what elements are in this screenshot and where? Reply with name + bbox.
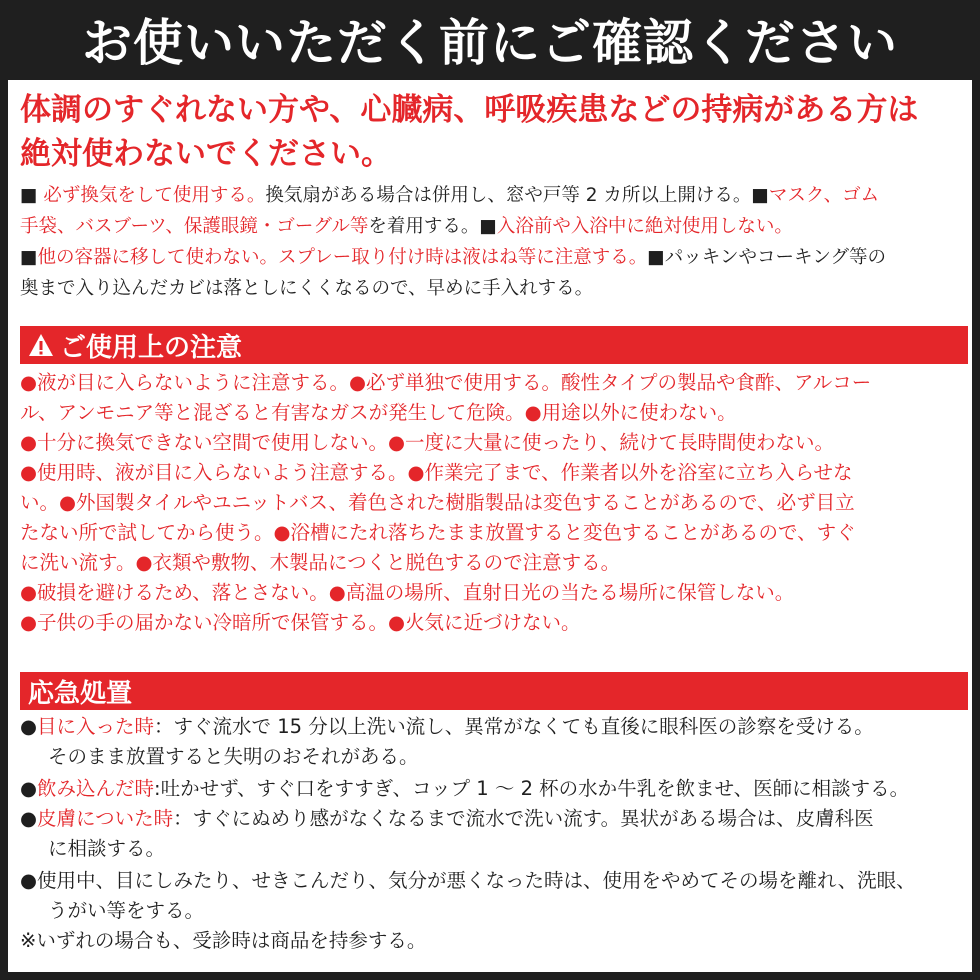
precaution-bath: 入浴前や入浴中に絶対使用しない。 bbox=[496, 216, 793, 237]
precaution-gear-end: 手袋、バスブーツ、保護眼鏡・ゴーグル等 bbox=[20, 216, 369, 237]
precaution-line-2 bbox=[20, 211, 965, 242]
warning-heading bbox=[20, 88, 965, 176]
round-bullet: ● bbox=[20, 807, 38, 830]
square-bullet: ■ bbox=[20, 185, 38, 206]
usage-section-header bbox=[20, 326, 968, 364]
precaution-ventilate: 必ず換気をして使用する。 bbox=[43, 185, 266, 206]
firstaid-section-title: 応急処置 bbox=[28, 678, 133, 709]
firstaid-eye-label: 目に入った時 bbox=[37, 715, 155, 738]
round-bullet: ● bbox=[20, 777, 38, 800]
warning-triangle-icon bbox=[28, 333, 54, 357]
usage-line: ●使用時、液が目に入らないよう注意する。●作業完了まで、作業者以外を浴室に立ち入らせな bbox=[20, 461, 853, 484]
usage-line: ●液が目に入らないように注意する。●必ず単独で使用する。酸性タイプの製品や食酢、アルコー bbox=[20, 371, 872, 394]
firstaid-section-header bbox=[20, 672, 968, 710]
firstaid-skin-label: 皮膚についた時 bbox=[37, 807, 174, 830]
firstaid-other: ●使用中、目にしみたり、せきこんだり、気分が悪くなった時は、使用をやめてその場を離れ、洗眼、 bbox=[20, 869, 916, 892]
firstaid-eye-text: ：すぐ流水で 15 分以上洗い流し、異常がなくても直後に眼科医の診察を受ける。 bbox=[154, 715, 874, 738]
warning-heading-line-2: 絶対使わないでください。 bbox=[20, 136, 392, 172]
firstaid-other-cont: うがい等をする。 bbox=[48, 899, 205, 922]
usage-line: に洗い流す。●衣類や敷物、木製品につくと脱色するので注意する。 bbox=[20, 551, 621, 574]
usage-line: い。●外国製タイルやユニットバス、着色された樹脂製品は変色することがあるので、必ず目立 bbox=[20, 491, 855, 514]
firstaid-note: ※いずれの場合も、受診時は商品を持参する。 bbox=[20, 929, 427, 952]
square-bullet: ■ bbox=[20, 247, 38, 268]
firstaid-swallow bbox=[20, 774, 968, 804]
firstaid-swallow-label: 飲み込んだ時 bbox=[37, 777, 155, 800]
usage-line: ●十分に換気できない空間で使用しない。●一度に大量に使ったり、続けて長時間使わない。 bbox=[20, 431, 835, 454]
usage-line: たない所で試してから使う。●浴槽にたれ落ちたまま放置すると変色することがあるので、すぐ bbox=[20, 521, 856, 544]
precaution-fan: 換気扇がある場合は併用し、窓や戸等 2 カ所以上開ける。■ bbox=[265, 185, 769, 206]
usage-line: ル、アンモニア等と混ざると有害なガスが発生して危険。●用途以外に使わない。 bbox=[20, 401, 737, 424]
firstaid-swallow-text: :吐かせず、すぐ口をすすぎ、コップ 1 ～ 2 杯の水か牛乳を飲ませ、医師に相談する。 bbox=[154, 777, 910, 800]
precaution-line-1 bbox=[20, 180, 965, 211]
firstaid-skin-cont: に相談する。 bbox=[48, 837, 166, 860]
usage-line: ●子供の手の届かない冷暗所で保管する。●火気に近づけない。 bbox=[20, 611, 581, 634]
firstaid-eye bbox=[20, 712, 968, 742]
firstaid-eye-cont: そのまま放置すると失明のおそれがある。 bbox=[48, 745, 419, 768]
precaution-wear: を着用する。■ bbox=[368, 216, 497, 237]
page-title: お使いいただく前にご確認ください bbox=[82, 14, 898, 72]
usage-section-title: ご使用上の注意 bbox=[60, 332, 243, 363]
firstaid-skin bbox=[20, 804, 968, 834]
precaution-container: 他の容器に移して使わない。スプレー取り付け時は液はね等に注意する。 bbox=[37, 247, 648, 268]
precaution-gear-start: マスク、ゴム bbox=[768, 185, 880, 206]
firstaid-skin-text: ：すぐにぬめり感がなくなるまで流水で洗い流す。異状がある場合は、皮膚科医 bbox=[173, 807, 874, 830]
usage-line: ●破損を避けるため、落とさない。●高温の場所、直射日光の当たる場所に保管しない。 bbox=[20, 581, 795, 604]
round-bullet: ● bbox=[20, 715, 38, 738]
precaution-packing: ■パッキンやコーキング等の bbox=[647, 247, 886, 268]
warning-heading-line-1: 体調のすぐれない方や、心臓病、呼吸疾患などの持病がある方は bbox=[20, 92, 919, 128]
content-panel bbox=[8, 80, 972, 972]
precaution-line-3 bbox=[20, 242, 965, 273]
precaution-line-4: 奥まで入り込んだカビは落としにくくなるので、早めに手入れする。 bbox=[20, 278, 594, 299]
